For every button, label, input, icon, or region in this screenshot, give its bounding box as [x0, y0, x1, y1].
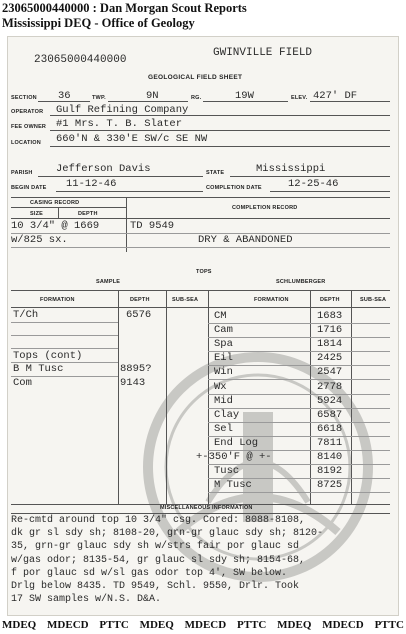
schl-formation: M Tusc [214, 479, 252, 492]
footer-word: MDEQ [139, 619, 174, 631]
elev-label: ELEV. [291, 95, 308, 101]
field-name: GWINVILLE FIELD [213, 47, 313, 59]
begin-date-value: 11-12-46 [66, 178, 117, 190]
schl-depth: 1814 [317, 338, 343, 351]
completion-date-label: COMPLETION DATE [206, 185, 262, 191]
misc-line: Re-cmtd around top 10 3/4" csg. Cored: 8088-8108, [11, 515, 306, 526]
schl-depth: 8140 [317, 451, 343, 463]
state-label: STATE [206, 170, 225, 176]
schl-formation: Spa [214, 338, 233, 351]
casing-record-title: CASING RECORD [30, 200, 80, 206]
api-number: 23065000440000 [34, 54, 127, 66]
completion-result: DRY & ABANDONED [198, 234, 293, 246]
misc-line: Drlg below 8435. TD 9549, Schl. 9550, Drlr. Took [11, 581, 300, 592]
operator-value: Gulf Refining Company [56, 104, 189, 116]
footer-watermark-strip [0, 616, 406, 634]
schl-depth: 2778 [317, 380, 343, 393]
tops-title: TOPS [196, 269, 212, 275]
schl-depth: 7811 [317, 436, 343, 449]
schl-depth: 6587 [317, 408, 343, 421]
twp-value: 9N [146, 90, 159, 102]
sample-depth-7: 9143 [120, 377, 146, 389]
schl-col-depth: DEPTH [320, 297, 340, 303]
schl-formation: CM [214, 310, 227, 322]
schl-depth: 1716 [317, 324, 343, 337]
schl-depth: 8192 [317, 465, 343, 478]
casing-depth-label: DEPTH [78, 211, 98, 217]
report-subtitle: Mississippi DEQ - Office of Geology [2, 16, 195, 30]
schl-depth: 6618 [317, 422, 343, 435]
report-title: 23065000440000 : Dan Morgan Scout Reports [2, 1, 247, 15]
schl-formation: Sel [214, 422, 233, 435]
schl-depth: 2547 [317, 366, 343, 379]
sheet-title: GEOLOGICAL FIELD SHEET [148, 74, 243, 81]
casing-size-label: SIZE [30, 211, 44, 217]
schl-depth: 8725 [317, 479, 343, 492]
location-value: 660'N & 330'E SW/c SE NW [56, 133, 208, 145]
section-value: 36 [58, 90, 71, 102]
rg-value: 19W [235, 90, 254, 102]
location-label: LOCATION [11, 140, 41, 146]
schl-formation: +-350'F @ +- [196, 451, 272, 463]
misc-title: MISCELLANEOUS INFORMATION [160, 505, 253, 511]
schl-formation: Mid [214, 394, 233, 407]
sample-formation-1: T/Ch [13, 309, 39, 321]
footer-word: MDECD [322, 619, 364, 631]
misc-line: 17 SW samples w/N.S. D&A. [11, 594, 162, 606]
elev-value: 427' DF [313, 90, 358, 102]
schl-formation: Tusc [214, 465, 240, 478]
misc-line: f por glauc sd w/sl gas odor top 4', SW below. [11, 567, 288, 579]
misc-line: dk gr sl sdy sh; 8108-20, grn-gr glauc sdy sh; 8120- [11, 528, 324, 540]
footer-word: MDECD [47, 619, 89, 631]
footer-word: PTTC [237, 619, 267, 631]
sample-col-subsea: SUB-SEA [172, 297, 199, 303]
fee-owner-label: FEE OWNER [11, 124, 47, 130]
schl-depth: 5924 [317, 394, 343, 407]
completion-td: TD 9549 [130, 220, 175, 232]
sample-formation-5: Tops (cont) [13, 350, 83, 362]
sample-formation-7: Com [13, 377, 32, 389]
schlumberger-title: SCHLUMBERGER [276, 279, 326, 285]
footer-word: MDEQ [277, 619, 312, 631]
footer-word: MDEQ [2, 619, 37, 631]
sample-formation-6: B M Tusc [13, 363, 64, 375]
misc-line: w/gas odor; 8135-54, gr glauc sl sdy sh; 8154-68, [11, 554, 306, 566]
footer-word: MDECD [184, 619, 227, 631]
parish-value: Jefferson Davis [56, 163, 151, 175]
schl-col-formation: FORMATION [254, 297, 289, 303]
schl-formation: Clay [214, 408, 240, 421]
footer-word: PTTC [374, 619, 404, 631]
sample-title: SAMPLE [96, 279, 121, 285]
rg-label: RG. [191, 95, 202, 101]
completion-record-title: COMPLETION RECORD [232, 205, 298, 211]
schl-formation: Wx [214, 380, 227, 393]
section-label: SECTION [11, 95, 37, 101]
parish-label: PARISH [11, 170, 33, 176]
begin-date-label: BEGIN DATE [11, 185, 47, 191]
misc-line: 35, grn-gr glauc sdy sh w/strs fair por glauc sd [11, 541, 300, 553]
schl-col-subsea: SUB-SEA [360, 297, 387, 303]
schl-depth: 2425 [317, 352, 343, 365]
operator-label: OPERATOR [11, 109, 44, 115]
schl-formation: Eil [214, 352, 233, 365]
sample-col-depth: DEPTH [130, 297, 150, 303]
state-value: Mississippi [256, 163, 326, 175]
field-sheet-card [7, 36, 399, 616]
fee-owner-value: #1 Mrs. T. B. Slater [56, 118, 183, 130]
completion-date-value: 12-25-46 [288, 178, 339, 190]
sample-depth-6: 8895? [120, 363, 152, 375]
sample-col-formation: FORMATION [40, 297, 75, 303]
sample-depth-1: 6576 [126, 309, 152, 321]
schl-formation: End Log [214, 436, 259, 449]
schl-formation: Win [214, 366, 233, 379]
twp-label: TWP. [92, 95, 106, 101]
casing-row-2: w/825 sx. [11, 234, 68, 246]
schl-depth: 1683 [317, 310, 343, 322]
schl-formation: Cam [214, 324, 233, 337]
casing-row-1: 10 3/4" @ 1669 [11, 220, 100, 232]
footer-word: PTTC [99, 619, 129, 631]
